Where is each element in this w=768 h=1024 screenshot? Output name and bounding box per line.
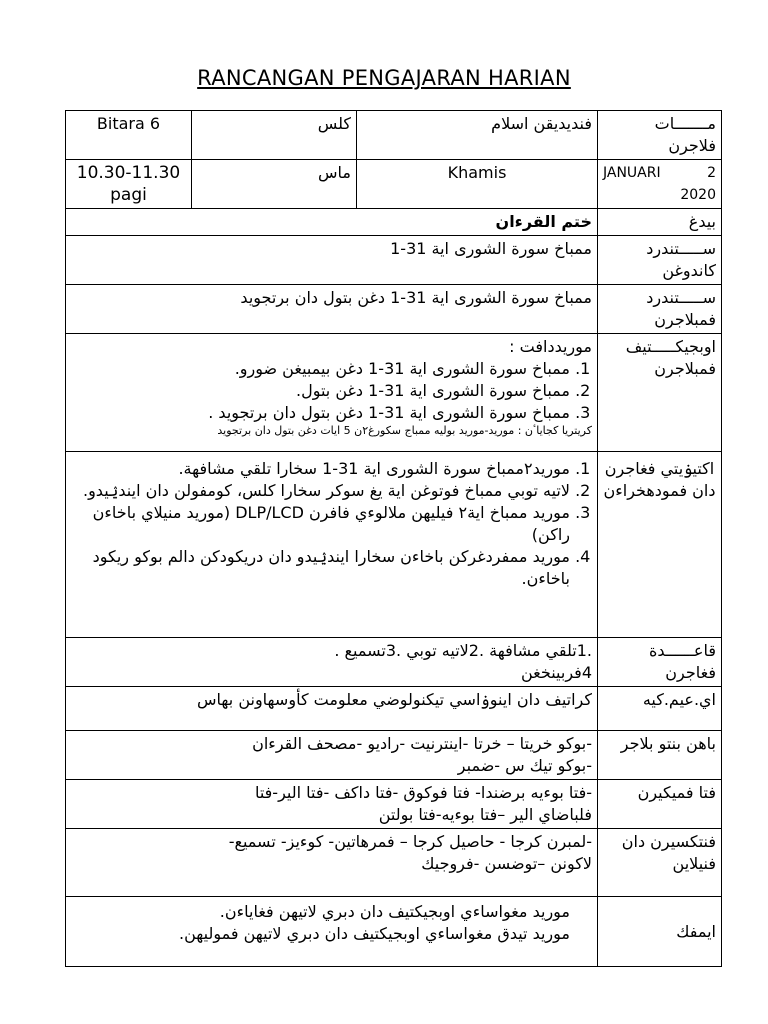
impact-label: ايمفك <box>598 897 722 967</box>
teaching-method-line2: 4فربينخغن <box>521 663 592 682</box>
row-emk <box>66 687 722 731</box>
lesson-plan-table <box>65 110 722 967</box>
row-learning-standard <box>66 285 722 334</box>
row-field <box>66 209 722 236</box>
row-thinking-maps <box>66 780 722 829</box>
assessment-line1: -لمبرن كرجا - حاصيل كرجا – فمرهاتين- كوءيز- تسميع- <box>228 832 592 851</box>
objectives-intro: موريددافت : <box>509 337 592 356</box>
objectives-label: اوبجيكـــــتيف فمبلاجرن <box>598 334 722 452</box>
activity-item: 4. موريد ممفردغركن باخاءن سخارا ايندؽيدو دان دريكودكن دالم بوكو ريكود باخاءن. <box>71 546 570 590</box>
thinking-maps-line1: -فتا بوءيه برضندا- فتا فوكوق -فتا داكف -فتا الير-فتا <box>254 783 592 802</box>
class-label: كلس <box>192 111 357 160</box>
activities-list <box>71 458 592 590</box>
date-month: JANUARI <box>603 165 661 181</box>
teaching-aids-line1: -بوكو خريتا – خرتا -اينترنيت -راديو -مصحف القرءان <box>252 734 592 753</box>
objectives-list <box>71 358 592 424</box>
teaching-method-label: قاعــــــدة فغاجرن <box>598 638 722 687</box>
field-value: ختم القرءان <box>66 209 598 236</box>
activity-item: 1. موريد٢ممباخ سورة الشورى اية 31-1 سخارا تلقي مشافهة. <box>71 458 570 480</box>
subject-label: مـــــــات فلاجرن <box>598 111 722 160</box>
impact-value <box>66 897 598 967</box>
time-value: 10.30-11.30 pagi <box>66 160 192 209</box>
emk-label: اي.عيم.كيه <box>598 687 722 731</box>
content-standard-value: ممباخ سورة الشورى اية 31-1 <box>66 236 598 285</box>
thinking-maps-value <box>66 780 598 829</box>
teaching-aids-value <box>66 731 598 780</box>
learning-standard-value: ممباخ سورة الشورى اية 31-1 دغن بتول دان برتجويد <box>66 285 598 334</box>
objective-item: 3. ممباخ سورة الشورى اية 31-1 دغن بتول دان برتجويد . <box>71 402 570 424</box>
thinking-maps-line2: فلباضاي الير –فتا بوءيه-فتا بولتن <box>378 805 592 824</box>
activity-item: 2. لاتيه توبي ممباخ فوتوغن اية يغ سوكر سخارا كلس، كومفولن دان ايندؽيدو. <box>71 480 570 502</box>
class-value: Bitara 6 <box>66 111 192 160</box>
success-criteria: كريتريا كجاياٴن : موريد-موريد بوليه ممباج سكورغ٢ن 5 ايات دغن بتول دان برتجويد <box>217 424 592 437</box>
content-standard-label: ســـــتندرد كاندوغن <box>598 236 722 285</box>
teaching-method-line1: .1تلقي مشافهة .2لاتيه توبي .3تسميع . <box>334 641 592 660</box>
learning-standard-label: ســـــتندرد فمبلاجرن <box>598 285 722 334</box>
teaching-method-value <box>66 638 598 687</box>
page-title: RANCANGAN PENGAJARAN HARIAN <box>197 66 571 90</box>
row-content-standard <box>66 236 722 285</box>
field-label: بيدغ <box>598 209 722 236</box>
objectives-value <box>66 334 598 452</box>
activities-label: اكتيۏيتي فغاجرن دان فمودهخراءن <box>598 452 722 638</box>
subject-value: فنديديقن اسلام <box>357 111 598 160</box>
row-assessment <box>66 829 722 897</box>
row-teaching-method <box>66 638 722 687</box>
thinking-maps-label: فتا فميكيرن <box>598 780 722 829</box>
objective-item: 2. ممباخ سورة الشورى اية 31-1 دغن بتول. <box>71 380 570 402</box>
impact-line2: موريد تيدق مغواساءي اوبجيكتيف دان دبري لاتيهن فموليهن. <box>179 924 570 943</box>
row-date <box>66 160 722 209</box>
emk-value: كراتيف دان اينوۏاسي تيكنولوضي معلومت كأوسهاونن بهاس <box>66 687 598 731</box>
time-label: ماس <box>192 160 357 209</box>
date-value <box>598 160 722 209</box>
date-day: 2 <box>707 165 716 181</box>
row-activities <box>66 452 722 638</box>
activities-value <box>66 452 598 638</box>
impact-line1: موريد مغواساءي اوبجيكتيف دان دبري لاتيهن فغاياءن. <box>219 902 570 921</box>
activity-item: 3. موريد ممباخ اية٢ فيليهن ملالوءي فافرن DLP/LCD (موريد منيلاي باخاءن راكن) <box>71 502 570 546</box>
row-subject <box>66 111 722 160</box>
assessment-value <box>66 829 598 897</box>
row-teaching-aids <box>66 731 722 780</box>
assessment-label: فنتكسيرن دان فنيلاين <box>598 829 722 897</box>
objective-item: 1. ممباخ سورة الشورى اية 31-1 دغن بيمبيغن ضورو. <box>71 358 570 380</box>
teaching-aids-label: باهن بنتو بلاجر <box>598 731 722 780</box>
assessment-line2: لاكونن –توضسن -فروجيك <box>421 854 592 873</box>
row-objectives <box>66 334 722 452</box>
row-impact <box>66 897 722 967</box>
date-year: 2020 <box>680 187 716 203</box>
teaching-aids-line2: -بوكو تيك س -ضمبر <box>457 756 592 775</box>
day-value: Khamis <box>357 160 598 209</box>
